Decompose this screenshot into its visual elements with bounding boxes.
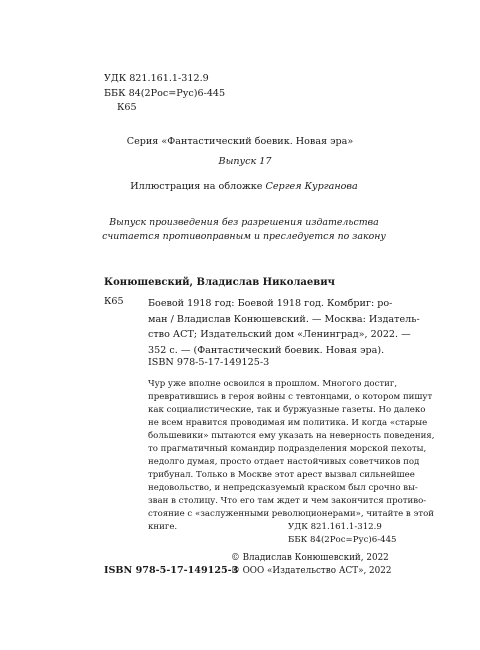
- annotation-line: превратившись в героя войны с тевтонцами, о котором пишут: [148, 392, 433, 402]
- classification-block-bottom: [288, 521, 397, 547]
- isbn: ISBN 978-5-17-149125-3: [148, 357, 270, 368]
- udk-code: УДК 821.161.1-312.9: [104, 73, 209, 84]
- copyright-line: © Владислав Конюшевский, 2022: [231, 553, 389, 563]
- author-mark: К65: [104, 296, 124, 307]
- copyright-line: © ООО «Издательство АСТ», 2022: [231, 566, 392, 576]
- author-heading: Конюшевский, Владислав Николаевич: [104, 277, 335, 288]
- annotation-line: зван в столицу. Что его там ждет и чем закончится противо-: [148, 496, 427, 506]
- biblio-line: Боевой 1918 год: Боевой 1918 год. Комбриг: ро-: [148, 298, 393, 309]
- bbk-code: ББК 84(2Рос=Рус)6-445: [104, 87, 226, 99]
- isbn-bold: ISBN 978-5-17-149125-3: [104, 565, 239, 576]
- biblio-line: ман / Владислав Конюшевский. — Москва: Издатель-: [148, 313, 420, 325]
- series-title: Серия «Фантастический боевик. Новая эра»: [126, 136, 354, 147]
- copyright-warning: [0, 216, 480, 244]
- annotation-line: то прагматичный командир подразделения морской пехоты,: [148, 444, 427, 454]
- annotation-line: стояние с «заслуженными революционерами», читайте в этой: [148, 509, 434, 519]
- bibliographic-description: [148, 296, 420, 358]
- issue-number: Выпуск 17: [218, 156, 272, 167]
- annotation-line: недолго думая, просто отдает настойчивых советчиков под: [148, 457, 420, 467]
- annotation-line: большевики» пытаются ему указать на неверность поведения,: [148, 431, 435, 441]
- annotation-line: недовольство, и непредсказуемый краском был срочно вы-: [148, 483, 418, 493]
- bbk-code-bottom: ББК 84(2Рос=Рус)6-445: [288, 535, 397, 545]
- author-mark-top: К65: [117, 102, 137, 114]
- annotation: [148, 378, 435, 534]
- cover-illustration-credit: [0, 181, 480, 192]
- biblio-line: 352 с. — (Фантастический боевик. Новая эра).: [148, 344, 385, 356]
- illustration-prefix: Иллюстрация на обложке: [130, 181, 266, 192]
- classification-block-top: [104, 72, 225, 116]
- annotation-line: книге.: [148, 522, 178, 532]
- warning-line: Выпуск произведения без разрешения издательства: [109, 217, 379, 228]
- annotation-line: не всем нравится проводимая им политика. И когда «старые: [148, 418, 428, 428]
- annotation-line: трибунал. Только в Москве этот арест вызвал сильнейшее: [148, 470, 415, 480]
- biblio-line: ство АСТ; Издательский дом «Ленинград», 2022. —: [148, 329, 411, 340]
- annotation-line: Чур уже вполне освоился в прошлом. Многого достиг,: [148, 379, 398, 389]
- illustration-artist: Сергея Курганова: [265, 181, 358, 192]
- copyright-notices: [231, 552, 391, 578]
- annotation-line: как социалистические, так и буржуазные газеты. Но далеко: [148, 405, 426, 415]
- warning-line: считается противоправным и преследуется по закону: [102, 231, 386, 242]
- udk-code-bottom: УДК 821.161.1-312.9: [288, 522, 382, 532]
